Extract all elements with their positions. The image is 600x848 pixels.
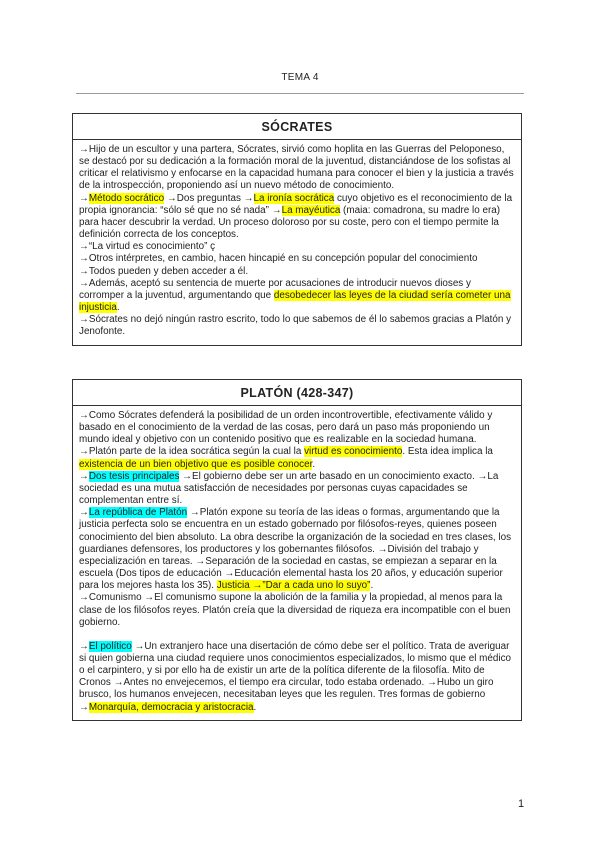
highlight-metodo-socratico: Método socrático <box>88 192 165 204</box>
text-run: . <box>253 701 257 713</box>
platon-paragraph-5: →Comunismo →El comunismo supone la abolición de la familia y la propiedad, al menos para la clase de los filósofos reyes. Platón creía que la diversidad de riqueza era incompatible con el buen gobierno. <box>79 592 511 628</box>
text-run: →Dos preguntas → <box>164 192 254 204</box>
text-run: . <box>370 580 374 592</box>
text-run: cuyo objetivo es el reconocimiento de la propia ignorancia: “sólo sé que no sé nada” → <box>79 192 513 216</box>
header-rule <box>76 93 524 94</box>
page-number: 1 <box>518 798 525 810</box>
text-run: →El gobierno debe ser un arte basado en un conocimiento exacto. →La sociedad es una mutua satisfacción de necesidades por personas cuyas capacidades se complementan entre sí. <box>79 470 499 507</box>
socrates-title: SÓCRATES <box>73 114 521 140</box>
socrates-paragraph-4: →Otros intérpretes, en cambio, hacen hincapié en su concepción popular del conocimiento →Todos pueden y deben acceder a él. <box>79 253 478 277</box>
page-header: TEMA 4 <box>281 72 319 83</box>
platon-section <box>72 379 522 721</box>
highlight-el-politico: El político <box>88 640 132 652</box>
highlight-virtud-conocimiento: virtud es conocimiento <box>304 446 403 458</box>
socrates-paragraph-2 <box>79 193 516 242</box>
socrates-paragraph-1: →Hijo de un escultor y una partera, Sócrates, sirvió como hoplita en las Guerras del Peloponeso, se destacó por su dedicación a la formación moral de la juventud, distanciándose de los sofistas al criticar el relativismo y enfocarse en la capacidad humana para conocer el bien y la justicia a través de la introspección, proponiendo así un nuevo método de conocimiento. <box>79 144 514 192</box>
platon-paragraph-2 <box>79 446 516 470</box>
socrates-paragraph-6: →Sócrates no dejó ningún rastro escrito, todo lo que sabemos de él lo sabemos gracias a Platón y Jenofonte. <box>79 314 512 338</box>
highlight-bien-objetivo: existencia de un bien objetivo que es posible conocer <box>79 458 313 470</box>
text-run: →Un extranjero hace una disertación de cómo debe ser el político. Trata de averiguar si quien gobierna una ciudad requiere unos conocimientos especializados, lo mismo que el médico o el carpintero, y si por ello ha de existir un arte de la política diferente de la filosofía. Mito de Cronos →Antes no envejecemos, el tiempo era circular, todo estaba ordenado. →Hubo un giro brusco, los humanos envejecen, necesitaban leyes que les regulen. Tres formas de gobierno → <box>79 640 512 713</box>
platon-paragraph-3 <box>79 471 516 507</box>
text-run: → <box>79 470 89 482</box>
text-run: . <box>312 458 316 470</box>
highlight-justicia: Justicia →”Dar a cada uno lo suyo” <box>216 580 371 592</box>
socrates-section <box>72 113 522 346</box>
platon-body <box>73 406 521 720</box>
highlight-dos-tesis: Dos tesis principales <box>88 470 180 482</box>
socrates-body <box>73 140 521 345</box>
highlight-republica-platon: La república de Platón <box>88 507 188 519</box>
text-run: → <box>79 507 89 519</box>
highlight-desobedecer-leyes: desobedecer las leyes de la ciudad sería cometer una injusticia <box>79 289 511 314</box>
text-run: →Platón expone su teoría de las ideas o formas, argumentando que la justicia perfecta solo se encuentra en un estado gobernado por filósofos-reyes, quienes poseen conocimiento del bien absoluto. La obra describe la organización de la sociedad en tres clases, los guardianes defensores, los productores y los gobernantes filósofos. →División del trabajo y especialización en tareas. →Separación de la sociedad en castas, se empiezan a separar en la escuela (Dos tipos de educación →Educación elemental hasta los 20 años, y educación superior para los mejores hasta los 35). <box>79 507 512 592</box>
text-run: →Además, aceptó su sentencia de muerte por acusaciones de introducir nuevos dioses y corromper a la juventud, argumentando que <box>79 277 471 301</box>
highlight-ironia-socratica: La ironía socrática <box>253 192 335 204</box>
socrates-paragraph-3: →“La virtud es conocimiento” ç <box>79 241 216 253</box>
highlight-formas-gobierno: Monarquía, democracia y aristocracia <box>88 701 254 713</box>
paragraph-gap <box>79 629 516 641</box>
text-run: → <box>79 192 89 204</box>
text-run: . Esta idea implica la <box>402 446 493 458</box>
platon-paragraph-1: →Como Sócrates defenderá la posibilidad de un orden incontrovertible, efectivamente válido y basado en el conocimiento de la verdad de las cosas, pero dará un paso más proponiendo un mundo ideal y objetivo con un contenido positivo que es realizable en la sociedad humana. <box>79 410 493 446</box>
text-run: (maia: comadrona, su madre lo era) para hacer descubrir la verdad. Un proceso doloroso por su coste, pero con el tiempo permite la definición correcta de los conceptos. <box>79 204 501 241</box>
socrates-paragraph-5 <box>79 278 516 314</box>
text-run: → <box>79 640 89 652</box>
platon-title: PLATÓN (428-347) <box>73 380 521 406</box>
text-run: →Platón parte de la idea socrática según la cual la <box>79 446 305 458</box>
text-run: . <box>116 302 120 314</box>
platon-paragraph-6 <box>79 641 516 714</box>
highlight-mayeutica: La mayéutica <box>281 204 341 216</box>
platon-paragraph-4 <box>79 507 516 592</box>
